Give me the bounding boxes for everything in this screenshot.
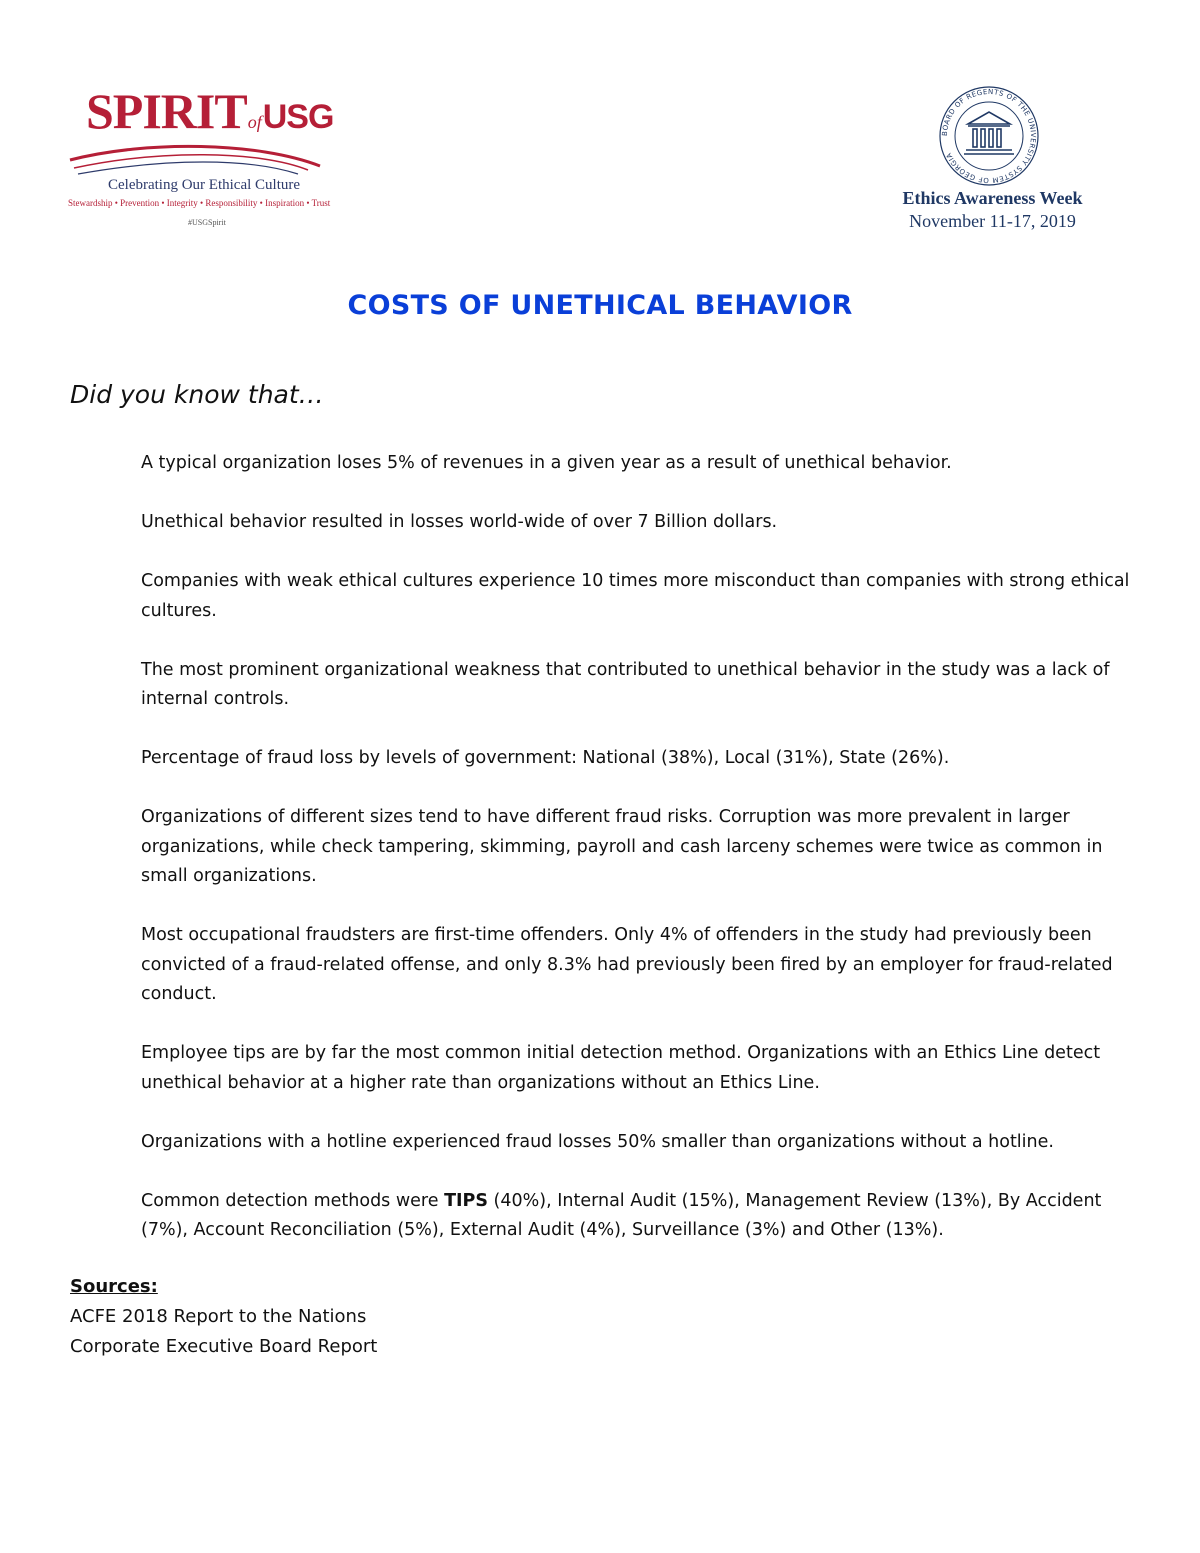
fact-item: Organizations of different sizes tend to have different fraud risks. Corruption was more prevalent in larger organizations, while check tampering, skimming, payroll and cash larceny schemes were twice as common in small organizations. — [141, 807, 1103, 886]
logo-tagline: Celebrating Our Ethical Culture — [108, 177, 301, 193]
source-item: Corporate Executive Board Report — [70, 1336, 378, 1357]
seal-ring-text: BOARD OF REGENTS OF THE UNIVERSITY SYSTEM OF GEORGIA — [940, 87, 1038, 185]
detection-prefix: Common detection methods were — [141, 1190, 445, 1211]
fact-item: A typical organization loses 5% of revenues in a given year as a result of unethical behavior. — [141, 453, 952, 473]
fact-item: Unethical behavior resulted in losses world-wide of over 7 Billion dollars. — [141, 512, 778, 532]
intro-text: Did you know that… — [70, 380, 324, 409]
board-of-regents-seal — [928, 84, 1050, 188]
facts-list — [141, 449, 1141, 1275]
page-title: COSTS OF UNETHICAL BEHAVIOR — [347, 290, 853, 321]
fact-item: The most prominent organizational weakness that contributed to unethical behavior in the study was a lack of internal controls. — [141, 659, 1110, 709]
logo-swoosh-icon — [68, 136, 358, 176]
building-icon — [964, 112, 1014, 154]
detection-tips-bold: TIPS — [444, 1190, 488, 1211]
fact-item-detection-methods — [141, 1187, 1141, 1246]
fact-item: Companies with weak ethical cultures experience 10 times more misconduct than companies with strong ethical cultures. — [141, 571, 1130, 621]
logo-values: Stewardship • Prevention • Integrity • Responsibility • Inspiration • Trust — [68, 198, 331, 208]
event-dates: November 11-17, 2019 — [909, 211, 1076, 231]
logo-wordmark-main: SPIRIT — [86, 83, 247, 139]
sources-section — [70, 1272, 377, 1362]
fact-item: Most occupational fraudsters are first-time offenders. Only 4% of offenders in the study had previously been convicted of a fraud-related offense, and only 8.3% had previously been fired by an employer for fraud-related conduct. — [141, 925, 1113, 1004]
fact-item: Employee tips are by far the most common initial detection method. Organizations with an Ethics Line detect unethical behavior at a higher rate than organizations without an Ethics Line. — [141, 1043, 1101, 1093]
fact-item: Percentage of fraud loss by levels of government: National (38%), Local (31%), State (26%). — [141, 748, 950, 768]
source-item: ACFE 2018 Report to the Nations — [70, 1306, 367, 1327]
detection-suffix: (40%), Internal Audit (15%), Management Review (13%), By Accident (7%), Account Reconciliation (5%), External Audit (4%), Surveillance (3%) and Other (13%). — [141, 1190, 1102, 1240]
spirit-of-usg-logo — [68, 82, 358, 242]
event-title: Ethics Awareness Week — [902, 188, 1083, 208]
logo-wordmark-usg: USG — [262, 98, 334, 136]
logo-wordmark-of: of — [247, 112, 262, 132]
sources-heading: Sources: — [70, 1276, 158, 1297]
fact-item: Organizations with a hotline experienced fraud losses 50% smaller than organizations without a hotline. — [141, 1131, 1054, 1152]
logo-wordmark — [86, 82, 333, 140]
logo-handle: #USGSpirit — [188, 218, 226, 227]
